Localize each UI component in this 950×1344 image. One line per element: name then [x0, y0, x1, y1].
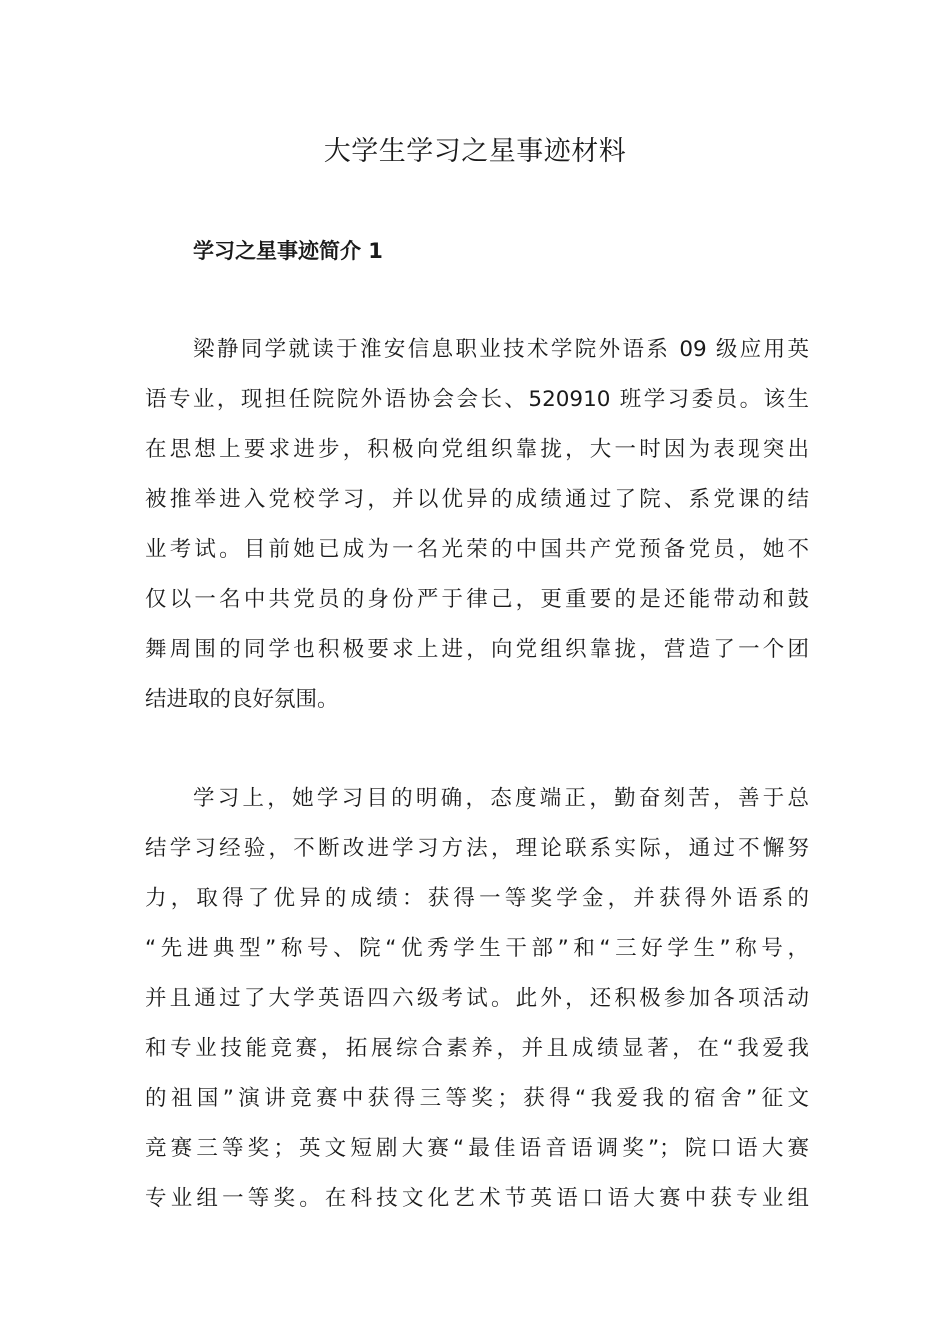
paragraph-line: 梁静同学就读于淮安信息职业技术学院外语系 09 级应用英	[193, 337, 809, 362]
section-heading: 学习之星事迹简介 1	[193, 239, 383, 263]
paragraph-line: 业考试。目前她已成为一名光荣的中国共产党预备党员，她不	[145, 537, 809, 562]
paragraph-line: 学习上，她学习目的明确，态度端正，勤奋刻苦，善于总	[193, 786, 809, 811]
paragraph-line: 并且通过了大学英语四六级考试。此外，还积极参加各项活动	[145, 986, 809, 1011]
paragraph-line: 被推举进入党校学习，并以优异的成绩通过了院、系党课的结	[145, 487, 809, 512]
paragraph-line: 舞周围的同学也积极要求上进，向党组织靠拢，营造了一个团	[145, 637, 809, 662]
paragraph-line: 仅以一名中共党员的身份严于律己，更重要的是还能带动和鼓	[145, 587, 809, 612]
paragraph-line: 结进取的良好氛围。	[145, 687, 339, 712]
paragraph-2	[145, 782, 809, 1232]
paragraph-line: “先进典型”称号、院“优秀学生干部”和“三好学生”称号，	[145, 936, 809, 961]
paragraph-1	[145, 333, 809, 733]
paragraph-line: 在思想上要求进步，积极向党组织靠拢，大一时因为表现突出	[145, 437, 809, 462]
paragraph-line: 的祖国”演讲竞赛中获得三等奖；获得“我爱我的宿舍”征文	[145, 1086, 809, 1111]
paragraph-line: 语专业，现担任院院外语协会会长、520910 班学习委员。该生	[145, 387, 809, 412]
paragraph-line: 竞赛三等奖；英文短剧大赛“最佳语音语调奖”；院口语大赛	[145, 1136, 809, 1161]
paragraph-line: 结学习经验，不断改进学习方法，理论联系实际，通过不懈努	[145, 836, 809, 861]
document-title: 大学生学习之星事迹材料	[323, 136, 627, 167]
paragraph-line: 专业组一等奖。在科技文化艺术节英语口语大赛中获专业组	[145, 1186, 809, 1211]
paragraph-line: 和专业技能竞赛，拓展综合素养，并且成绩显著，在“我爱我	[145, 1036, 809, 1061]
paragraph-line: 力，取得了优异的成绩：获得一等奖学金，并获得外语系的	[145, 886, 809, 911]
